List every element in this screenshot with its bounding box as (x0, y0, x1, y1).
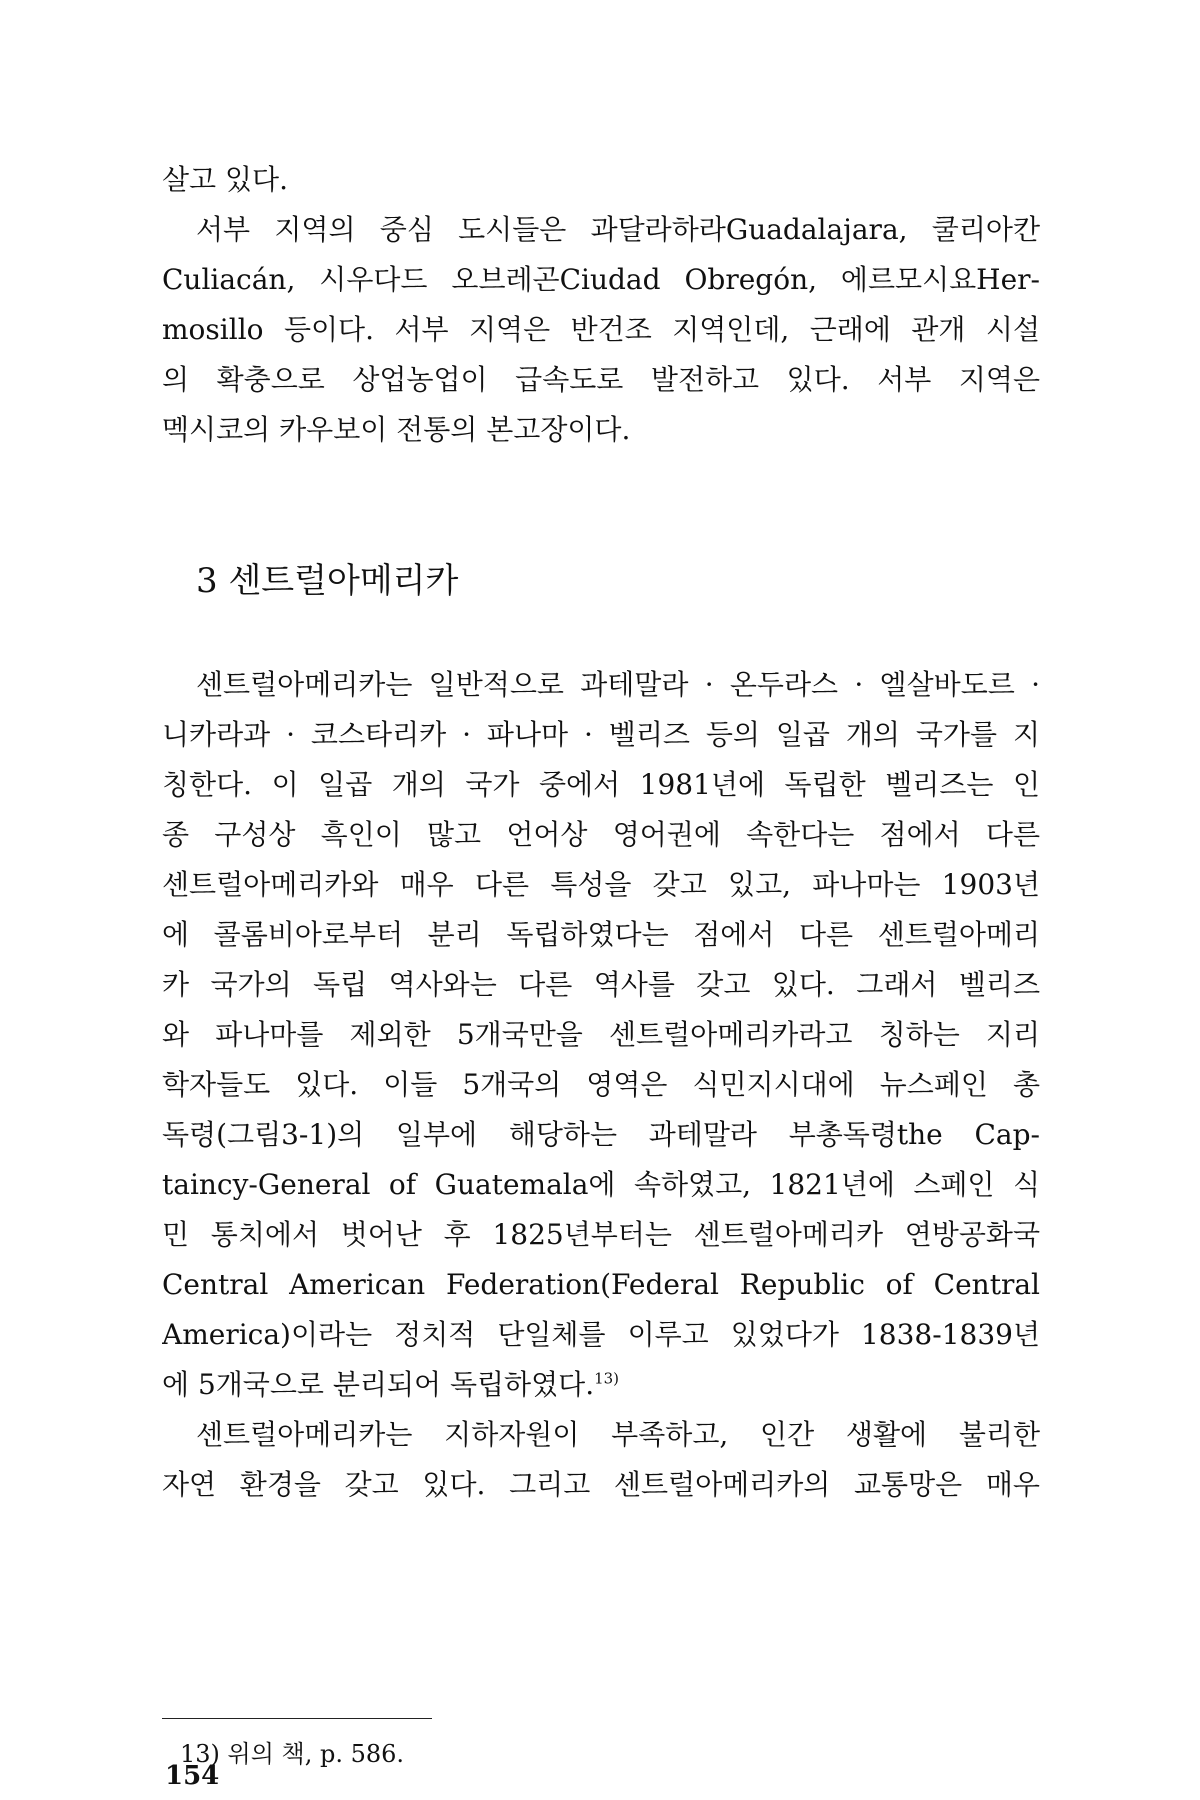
main-paragraphs (162, 660, 1040, 1510)
text-line: 자연 환경을 갖고 있다. 그리고 센트럴아메리카의 교통망은 매우 (162, 1468, 1040, 1501)
text-line: 멕시코의 카우보이 전통의 본고장이다. (162, 413, 631, 446)
text-line: Culiacán, 시우다드 오브레곤Ciudad Obregón, 에르모시요Her- (162, 263, 1040, 296)
text-line: 센트럴아메리카와 매우 다른 특성을 갖고 있고, 파나마는 1903년 (162, 868, 1040, 901)
text-line: 의 확충으로 상업농업이 급속도로 발전하고 있다. 서부 지역은 (162, 363, 1040, 396)
footnote-marker: 13) (594, 1369, 620, 1388)
text-line-content: 에 5개국으로 분리되어 독립하였다. (162, 1368, 595, 1401)
page-number: 154 (165, 1761, 220, 1791)
text-line: 학자들도 있다. 이들 5개국의 영역은 식민지시대에 뉴스페인 총 (162, 1068, 1040, 1101)
top-paragraphs (162, 155, 1040, 455)
text-line: 니카라과 · 코스타리카 · 파나마 · 벨리즈 등의 일곱 개의 국가를 지 (162, 718, 1040, 751)
text-line: 종 구성상 흑인이 많고 언어상 영어권에 속한다는 점에서 다른 (162, 818, 1040, 851)
text-line: 독령(그림3-1)의 일부에 해당하는 과테말라 부총독령the Cap- (162, 1118, 1040, 1151)
text-line: mosillo 등이다. 서부 지역은 반건조 지역인데, 근래에 관개 시설 (162, 313, 1040, 346)
text-line: 센트럴아메리카는 지하자원이 부족하고, 인간 생활에 불리한 (196, 1418, 1040, 1451)
text-line: 민 통치에서 벗어난 후 1825년부터는 센트럴아메리카 연방공화국 (162, 1218, 1040, 1251)
text-line: Central American Federation(Federal Republic of Central (162, 1268, 1040, 1301)
text-line: 살고 있다. (162, 163, 288, 196)
footnote: 13) 위의 책, p. 586. (180, 1740, 405, 1768)
text-line-with-footnote (162, 1360, 1040, 1410)
footnote-divider (162, 1718, 432, 1719)
text-line: America)이라는 정치적 단일체를 이루고 있었다가 1838-1839년 (162, 1318, 1040, 1351)
text-line: 칭한다. 이 일곱 개의 국가 중에서 1981년에 독립한 벨리즈는 인 (162, 768, 1040, 801)
text-line: 서부 지역의 중심 도시들은 과달라하라Guadalajara, 쿨리아칸 (196, 213, 1040, 246)
section-heading: 3 센트럴아메리카 (196, 561, 459, 601)
text-line: taincy-General of Guatemala에 속하였고, 1821년에 스페인 식 (162, 1168, 1040, 1201)
text-line: 와 파나마를 제외한 5개국만을 센트럴아메리카라고 칭하는 지리 (162, 1018, 1040, 1051)
text-line: 에 콜롬비아로부터 분리 독립하였다는 점에서 다른 센트럴아메리 (162, 918, 1040, 951)
text-line: 센트럴아메리카는 일반적으로 과테말라 · 온두라스 · 엘살바도르 · (196, 668, 1040, 701)
text-line: 카 국가의 독립 역사와는 다른 역사를 갖고 있다. 그래서 벨리즈 (162, 968, 1040, 1001)
